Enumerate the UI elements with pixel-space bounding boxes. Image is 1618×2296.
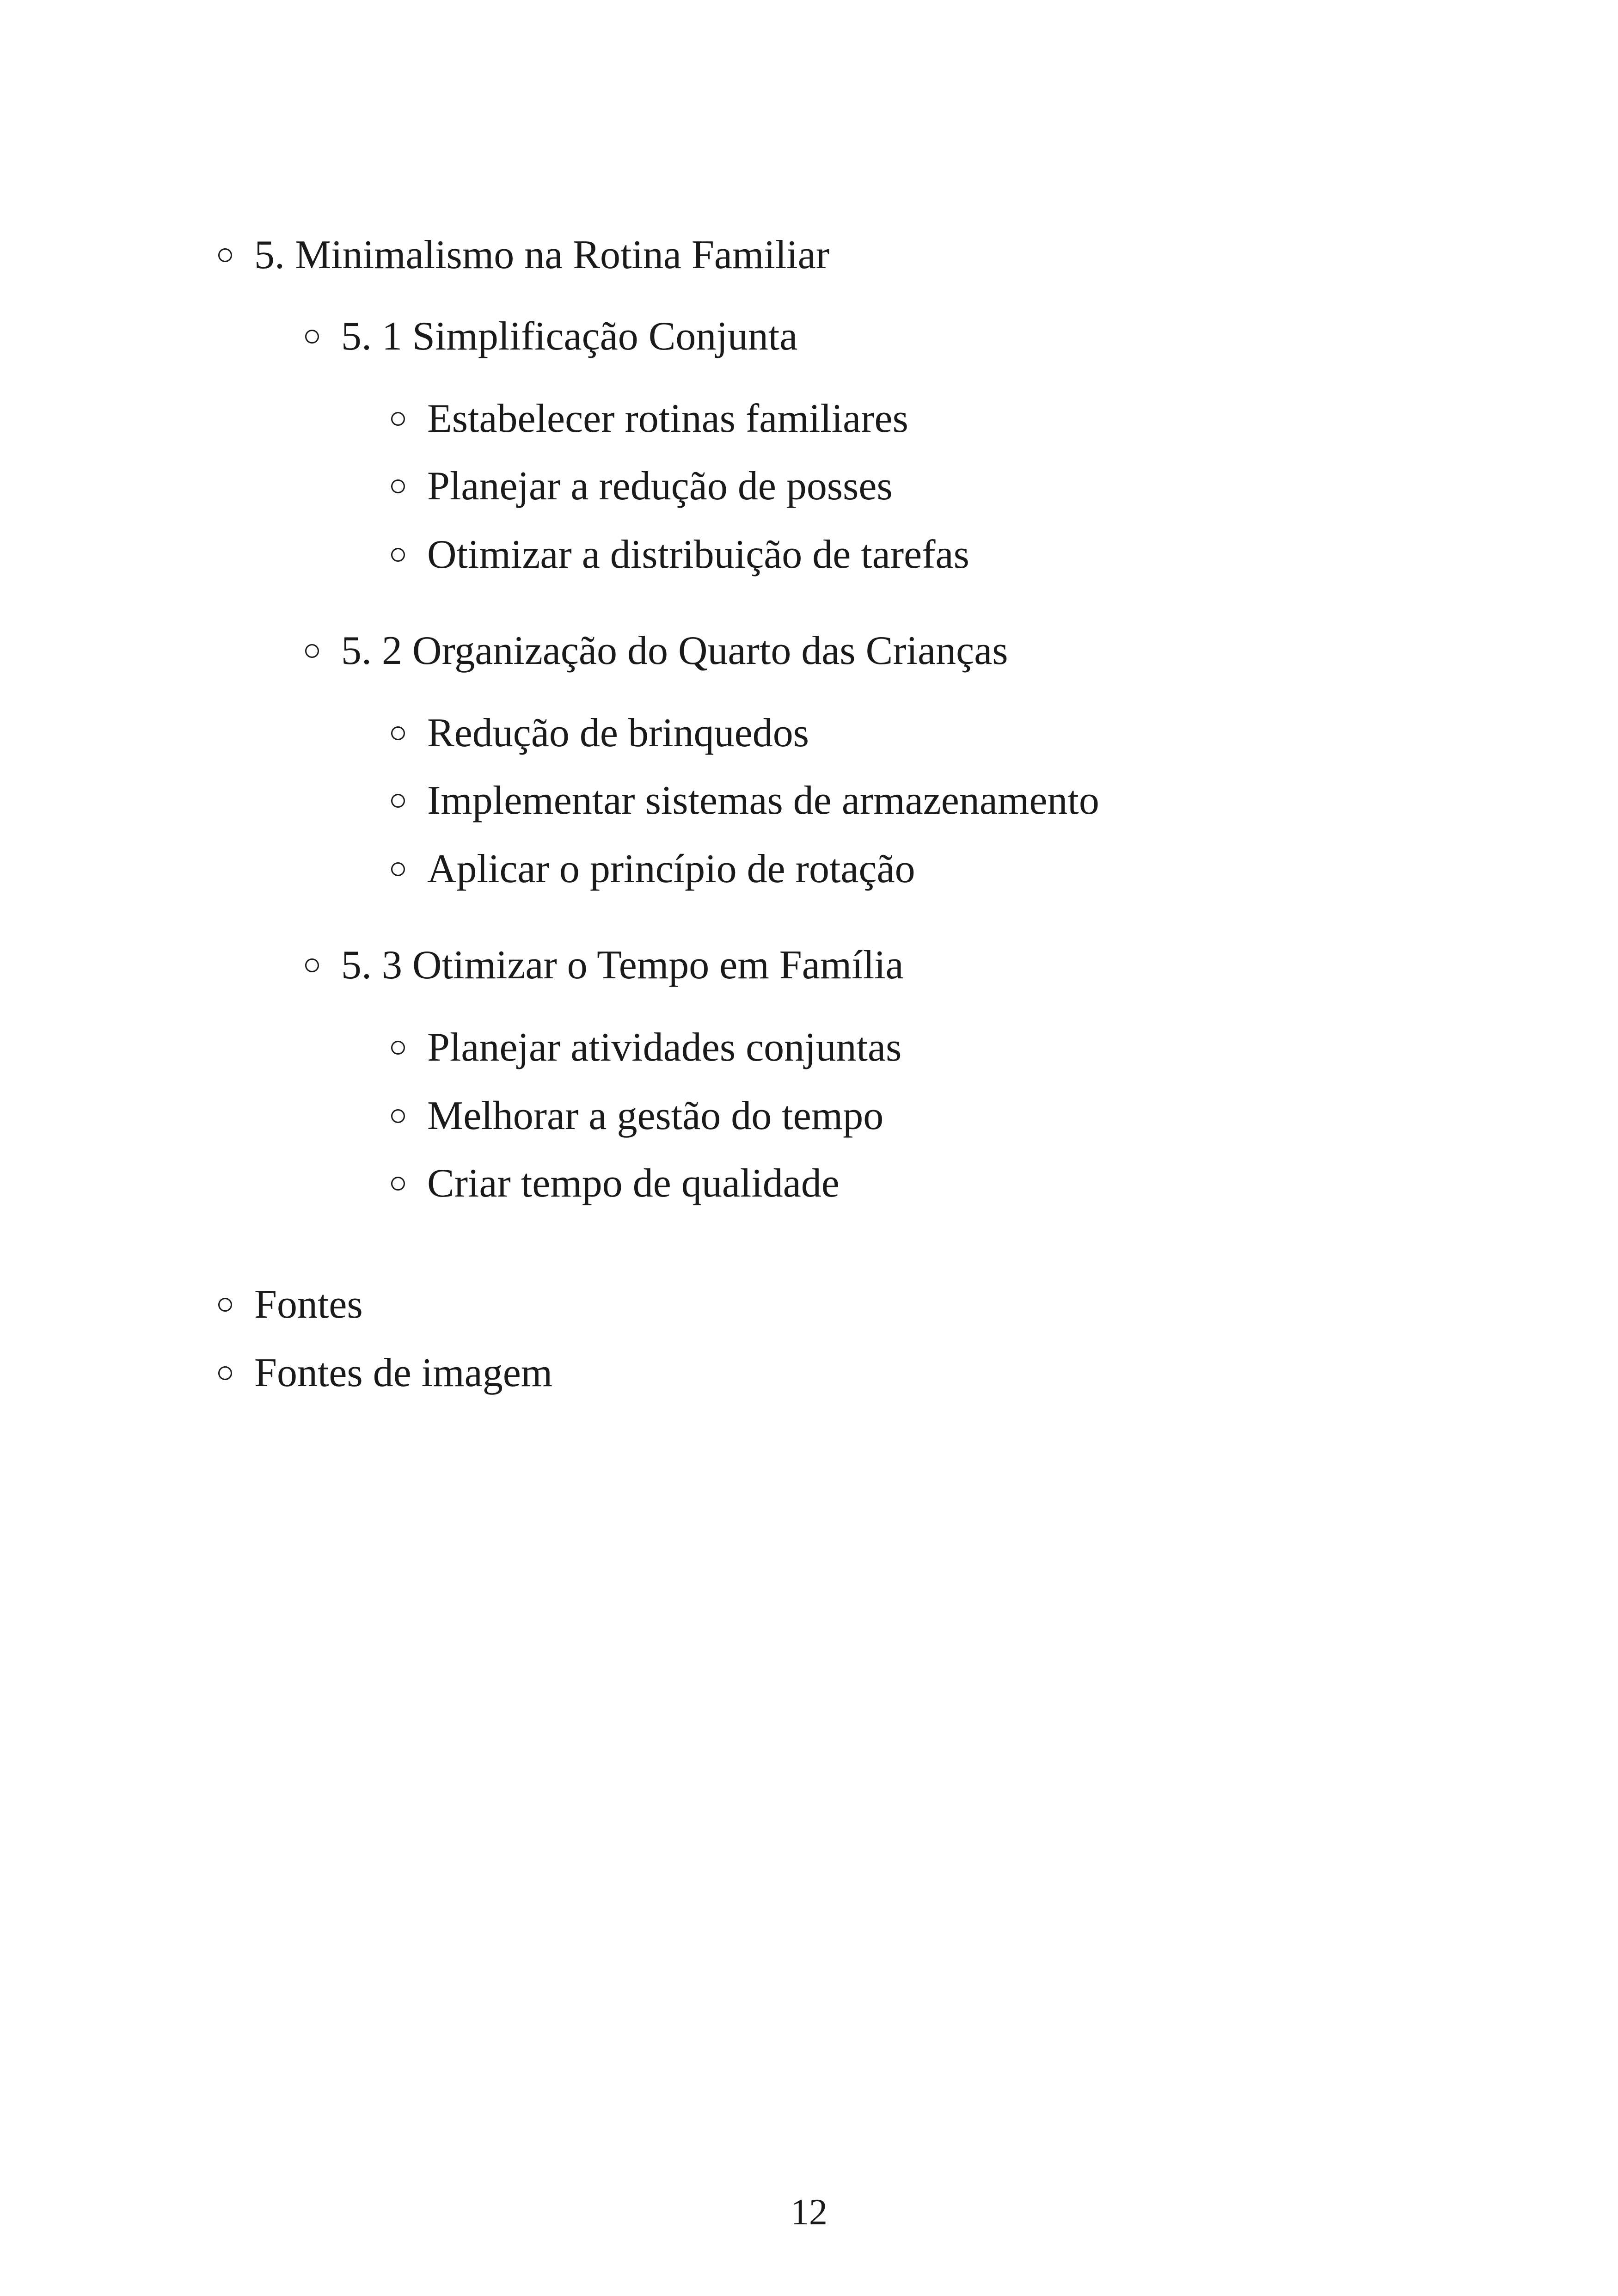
outline-item-label: Planejar a redução de posses	[427, 464, 893, 509]
outline-item-section-5-2	[305, 628, 1008, 673]
outline-item-label: Otimizar a distribuição de tarefas	[427, 532, 969, 577]
hollow-circle-bullet-icon	[305, 958, 319, 972]
outline-item	[391, 713, 809, 754]
hollow-circle-bullet-icon	[391, 794, 405, 808]
hollow-circle-bullet-icon	[391, 548, 405, 562]
hollow-circle-bullet-icon	[391, 412, 405, 426]
outline-item	[391, 1093, 884, 1138]
hollow-circle-bullet-icon	[391, 726, 405, 740]
hollow-circle-bullet-icon	[218, 1298, 232, 1312]
outline-item-section-5-3	[305, 945, 904, 986]
hollow-circle-bullet-icon	[305, 644, 319, 658]
outline-item-section-5-1	[305, 316, 797, 357]
outline-item	[391, 396, 908, 441]
outline-item-label: Fontes de imagem	[254, 1351, 553, 1395]
outline-item	[391, 534, 969, 575]
outline-item	[391, 1163, 840, 1204]
outline-item-label: 5. 2 Organização do Quarto das Crianças	[341, 628, 1008, 673]
outline-item-label: 5. 3 Otimizar o Tempo em Família	[341, 943, 904, 988]
hollow-circle-bullet-icon	[391, 862, 405, 876]
outline-item	[391, 780, 1099, 821]
page-number: 12	[791, 2192, 827, 2233]
hollow-circle-bullet-icon	[391, 1177, 405, 1191]
hollow-circle-bullet-icon	[391, 1109, 405, 1123]
outline-item-label: Redução de brinquedos	[427, 711, 809, 755]
outline-item	[391, 1027, 901, 1068]
outline-item-label: 5. 1 Simplificação Conjunta	[341, 314, 798, 359]
outline-item-label: Aplicar o princípio de rotação	[427, 847, 915, 891]
outline-item-label: Fontes	[254, 1282, 363, 1327]
outline-item-sources	[218, 1284, 363, 1325]
outline-item-label: Estabelecer rotinas familiares	[427, 396, 908, 441]
outline-item-label: Melhorar a gestão do tempo	[427, 1093, 884, 1138]
hollow-circle-bullet-icon	[305, 330, 319, 344]
hollow-circle-bullet-icon	[391, 479, 405, 493]
outline-item-label: Planejar atividades conjuntas	[427, 1025, 902, 1070]
outline-item-label: Criar tempo de qualidade	[427, 1161, 840, 1206]
hollow-circle-bullet-icon	[218, 1366, 232, 1380]
outline-item	[391, 849, 915, 890]
outline-item-section-5	[218, 235, 829, 276]
outline-item-label: 5. Minimalismo na Rotina Familiar	[254, 233, 830, 277]
hollow-circle-bullet-icon	[391, 1041, 405, 1055]
outline-item	[391, 466, 893, 507]
outline-item-label: Implementar sistemas de armazenamento	[427, 778, 1099, 823]
outline-item-image-sources	[218, 1353, 552, 1394]
hollow-circle-bullet-icon	[218, 248, 232, 262]
